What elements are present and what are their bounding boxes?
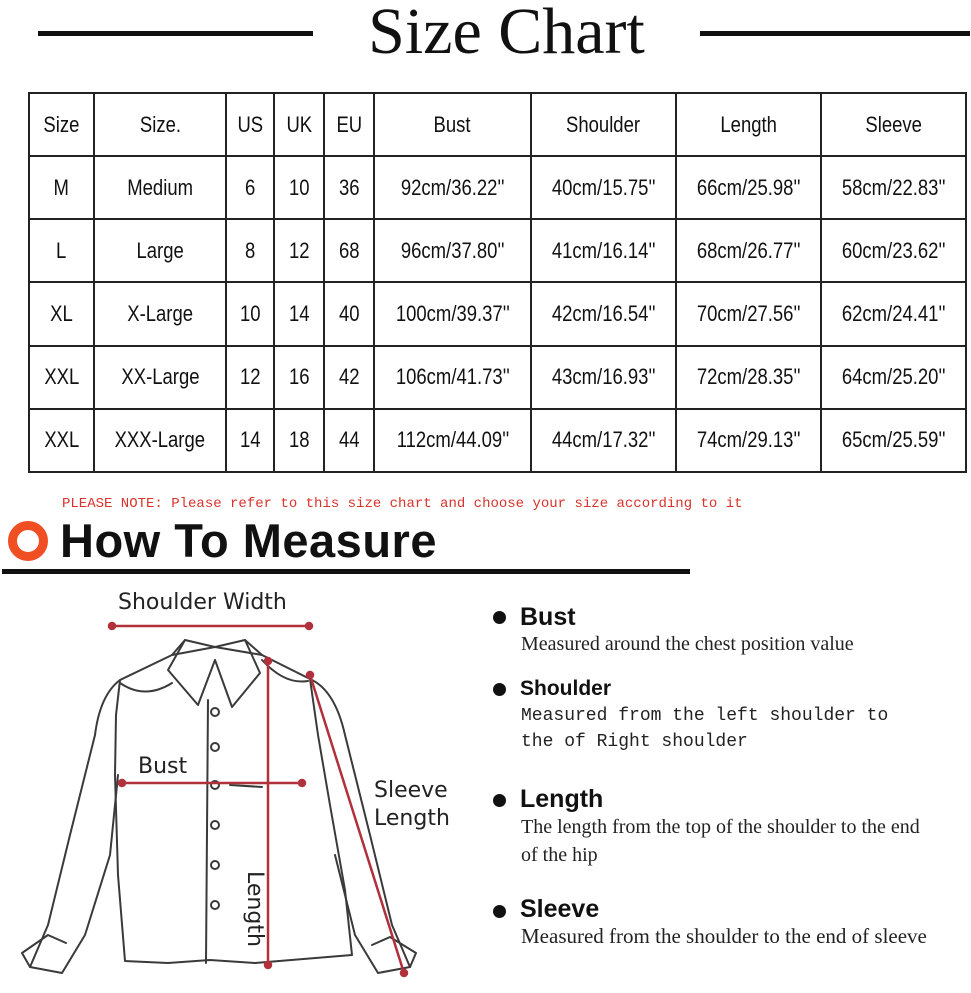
shirt-placket [206, 700, 208, 963]
table-cell: 16 [274, 346, 324, 409]
table-cell: 14 [226, 409, 274, 472]
bust-label: Bust [138, 754, 188, 779]
header-bust: Bust [374, 93, 531, 156]
table-cell: 92cm/36.22'' [374, 156, 531, 219]
table-row [29, 409, 966, 472]
table-cell: 10 [226, 282, 274, 345]
table-cell: 70cm/27.56'' [676, 282, 821, 345]
measure-desc-shoulder: Measured from the left shoulder to the of Right shoulder [521, 706, 889, 752]
table-cell: 66cm/25.98'' [676, 156, 821, 219]
header-size-name: Size. [94, 93, 226, 156]
table-cell: 68cm/26.77'' [676, 219, 821, 282]
section-rule [2, 569, 690, 574]
bullet-icon [493, 794, 506, 807]
table-cell: 42cm/16.54'' [531, 282, 676, 345]
sleeve-label-line2: Length [374, 806, 450, 831]
bullet-icon [493, 611, 506, 624]
measure-instructions [490, 598, 960, 988]
title-banner [0, 0, 971, 70]
header-size: Size [29, 93, 94, 156]
table-cell: 14 [274, 282, 324, 345]
bullet-icon [493, 905, 506, 918]
table-cell: X-Large [94, 282, 226, 345]
size-note: PLEASE NOTE: Please refer to this size chart and choose your size according to it [62, 496, 743, 512]
table-cell: Large [94, 219, 226, 282]
table-cell: 96cm/37.80'' [374, 219, 531, 282]
measure-name-sleeve: Sleeve [520, 895, 600, 923]
table-row [29, 282, 966, 345]
header-eu: EU [324, 93, 374, 156]
table-cell: 100cm/39.37'' [374, 282, 531, 345]
header-us: US [226, 93, 274, 156]
measure-desc-bust: Measured around the chest position value [521, 633, 854, 655]
table-row [29, 156, 966, 219]
table-cell: XL [29, 282, 94, 345]
orange-ring-icon [8, 521, 48, 561]
collar-left-flap [168, 640, 215, 705]
table-row [29, 219, 966, 282]
table-cell: 62cm/24.41'' [821, 282, 966, 345]
table-cell: 112cm/44.09'' [374, 409, 531, 472]
table-cell: M [29, 156, 94, 219]
title-rule-left [38, 31, 313, 36]
table-cell: 41cm/16.14'' [531, 219, 676, 282]
shoulder-width-label: Shoulder Width [118, 590, 287, 615]
table-cell: 60cm/23.62'' [821, 219, 966, 282]
table-row [29, 346, 966, 409]
length-label: Length [242, 871, 267, 947]
table-cell: 106cm/41.73'' [374, 346, 531, 409]
shirt-yoke [120, 683, 172, 692]
table-cell: 68 [324, 219, 374, 282]
table-cell: 36 [324, 156, 374, 219]
bullet-icon [493, 683, 506, 696]
header-shoulder: Shoulder [531, 93, 676, 156]
table-cell: L [29, 219, 94, 282]
table-header-row [29, 93, 966, 156]
table-cell: 44cm/17.32'' [531, 409, 676, 472]
table-cell: 10 [274, 156, 324, 219]
table-cell: 12 [274, 219, 324, 282]
table-cell: 40cm/15.75'' [531, 156, 676, 219]
header-uk: UK [274, 93, 324, 156]
table-cell: 65cm/25.59'' [821, 409, 966, 472]
table-cell: 6 [226, 156, 274, 219]
table-cell: 43cm/16.93'' [531, 346, 676, 409]
table-cell: 8 [226, 219, 274, 282]
title-rule-right [700, 31, 970, 36]
section-title: How To Measure [60, 514, 437, 567]
table-cell: XXL [29, 346, 94, 409]
measure-name-bust: Bust [520, 603, 576, 631]
table-cell: 12 [226, 346, 274, 409]
shirt-buttons [211, 708, 219, 909]
table-cell: 42 [324, 346, 374, 409]
left-sleeve [30, 680, 120, 973]
measure-diagram [0, 575, 470, 993]
header-length: Length [676, 93, 821, 156]
size-chart-table [28, 92, 967, 473]
table-cell: XXX-Large [94, 409, 226, 472]
table-cell: 40 [324, 282, 374, 345]
table-cell: 74cm/29.13'' [676, 409, 821, 472]
measure-name-length: Length [520, 785, 604, 813]
page-title: Size Chart [368, 0, 645, 68]
table-cell: 72cm/28.35'' [676, 346, 821, 409]
measure-desc-sleeve: Measured from the shoulder to the end of sleeve [521, 924, 927, 948]
table-cell: XX-Large [94, 346, 226, 409]
table-cell: 18 [274, 409, 324, 472]
measure-name-shoulder: Shoulder [520, 677, 612, 700]
sleeve-length-label [374, 777, 450, 833]
table-cell: 58cm/22.83'' [821, 156, 966, 219]
measure-desc-length: The length from the top of the shoulder to the end of the hip [521, 816, 920, 866]
table-cell: 44 [324, 409, 374, 472]
table-cell: XXL [29, 409, 94, 472]
table-cell: 64cm/25.20'' [821, 346, 966, 409]
header-sleeve: Sleeve [821, 93, 966, 156]
table-cell: Medium [94, 156, 226, 219]
sleeve-label-line1: Sleeve [374, 778, 448, 803]
